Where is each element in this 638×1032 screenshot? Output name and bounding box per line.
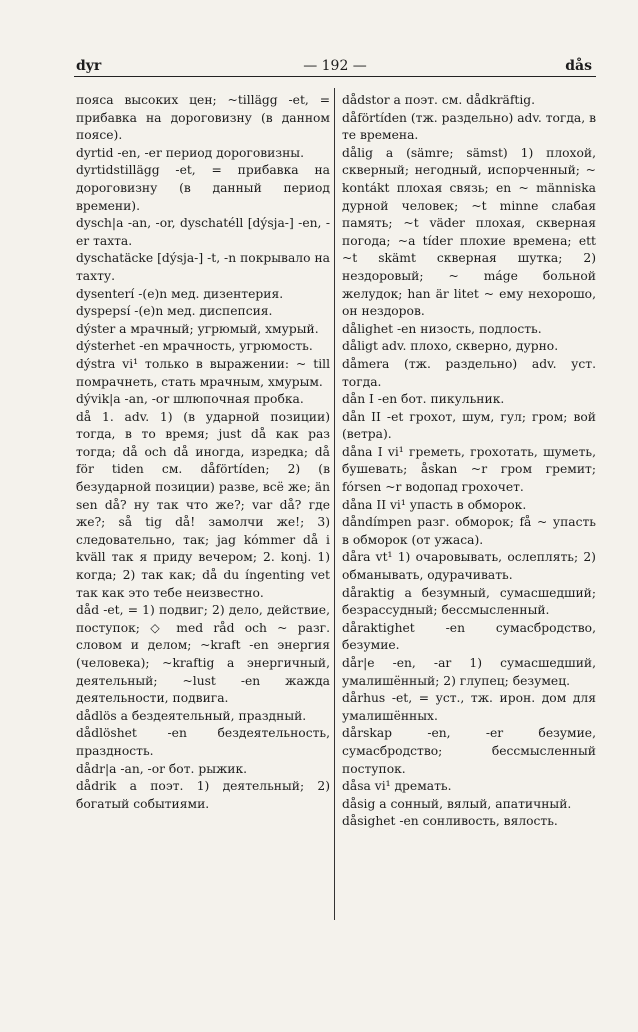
dictionary-entry: dyspepsí -(e)n мед. диспепсия.: [76, 304, 273, 319]
dictionary-entry: dyrtidstillägg -et, = прибавка на дороговизну (в данный период времени).: [76, 163, 330, 213]
left-column: [76, 92, 330, 813]
dictionary-entry: dålig a (sämre; sämst) 1) плохой, скверный; негодный, испорченный; ~ kontákt плохая связь; en ~ människa дурной человек; ~t minne слабая память; ~t väder плохая, скверная погода; ~a tíder плохие времена; ett ~t skämt скверная шутка; 2) нездоровый; ~ máge больной желудок; han är litet ~ ему нехорошо, он нездоров.: [342, 145, 596, 319]
dictionary-entry: dårhus -et, = уст., тж. ирон. дом для умалишённых.: [342, 691, 596, 723]
dictionary-entry: dådlöshet -en бездеятельность, праздность.: [76, 726, 330, 758]
dictionary-entry: dyrtid -en, -er период дороговизны.: [76, 145, 304, 160]
dictionary-entry: dåndímpen разг. обморок; få ~ упасть в обморок (от ужаса).: [342, 515, 596, 547]
dictionary-entry: dåraktighet -en сумасбродство, безумие.: [342, 620, 596, 653]
dictionary-entry: dåraktig a безумный, сумасшедший; безрассудный; бессмысленный.: [342, 585, 596, 618]
dictionary-entry: dår|e -en, -ar 1) сумасшедший, умалишённый; 2) глупец; безумец.: [342, 656, 596, 688]
page-header: [74, 58, 596, 77]
dictionary-entry: dývik|a -an, -or шлюпочная пробка.: [76, 392, 304, 407]
dictionary-entry: пояса высоких цен; ~tillägg -et, = прибавка на дороговизну (в данном поясе).: [76, 93, 330, 143]
header-right-word: dås: [565, 58, 592, 74]
page-number: — 192 —: [303, 58, 367, 74]
dictionary-entry: dýstra vi¹ только в выражении: ~ till помрачнеть, стать мрачным, хмурым.: [76, 356, 330, 389]
dictionary-entry: dådrik a поэт. 1) деятельный; 2) богатый событиями.: [76, 779, 330, 811]
dictionary-entry: dåsighet -en сонливость, вялость.: [342, 814, 558, 829]
dictionary-entry: dåra vt¹ 1) очаровывать, ослеплять; 2) обманывать, одурачивать.: [342, 550, 596, 583]
dictionary-entry: dålighet -en низость, подлость.: [342, 321, 542, 336]
dictionary-entry: dådr|a -an, -or бот. рыжик.: [76, 761, 248, 776]
dictionary-entry: dån II -et грохот, шум, гул; гром; вой (ветра).: [342, 409, 596, 442]
dictionary-entry: dårskap -en, -er безумие, сумасбродство; бессмысленный поступок.: [342, 726, 596, 776]
dictionary-entry: dåligt adv. плохо, скверно, дурно.: [342, 339, 559, 354]
dictionary-entry: dådstor a поэт. см. dådkräftig.: [342, 93, 536, 107]
dictionary-entry: dýster a мрачный; угрюмый, хмурый.: [76, 321, 319, 336]
dictionary-entry: dysenterí -(e)n мед. дизентерия.: [76, 286, 284, 301]
dictionary-entry: dysch|a -an, -or, dyschatéll [dýsja-] -en, -er тахта.: [76, 216, 330, 248]
dictionary-entry: dåna I vi¹ греметь, грохотать, шуметь, бушевать; åskan ~r гром гремит; fórsen ~r водопад грохочет.: [342, 444, 596, 495]
dictionary-entry: dyschatäcke [dýsja-] -t, -n покрывало на тахту.: [76, 251, 330, 283]
dictionary-entry: dåsa vi¹ дремать.: [342, 779, 452, 794]
dictionary-entry: dåsig a сонный, вялый, апатичный.: [342, 796, 572, 811]
dictionary-entry: dýsterhet -en мрачность, угрюмость.: [76, 339, 313, 354]
dictionary-entry: dåd -et, = 1) подвиг; 2) дело, действие, поступок; ◇ med råd och ~ разг. словом и делом; ~kraft -en энергия (человека); ~kraftig a энергичный, деятельный; ~lust -en жажда деятельности, подвига.: [76, 603, 330, 706]
column-divider: [334, 88, 335, 920]
right-column: [342, 92, 596, 831]
dictionary-entry: dådlös a бездеятельный, праздный.: [76, 708, 307, 723]
dictionary-entry: dåförtíden (тж. раздельно) adv. тогда, в те времена.: [342, 110, 596, 143]
header-left-word: dyr: [76, 58, 102, 74]
dictionary-entry: dåna II vi¹ упасть в обморок.: [342, 497, 527, 512]
dictionary-entry: dån I -en бот. пикульник.: [342, 392, 505, 407]
dictionary-entry: dåmera (тж. раздельно) adv. уст. тогда.: [342, 356, 596, 389]
dictionary-entry: då 1. adv. 1) (в ударной позиции) тогда, в то время; just då как раз тогда; då och då иногда, изредка; då för tiden см. dåförtíden; 2) (в безударной позиции) разве, всё же; än sen då? ну так что же?; var då? где же?; så tig då! замолчи же!; 3) следовательно, так; jag kómmer då i kväll так я приду вечером; 2. konj. 1) когда; 2) так как; då du íngenting vet так как это тебе неизвестно.: [76, 409, 330, 600]
